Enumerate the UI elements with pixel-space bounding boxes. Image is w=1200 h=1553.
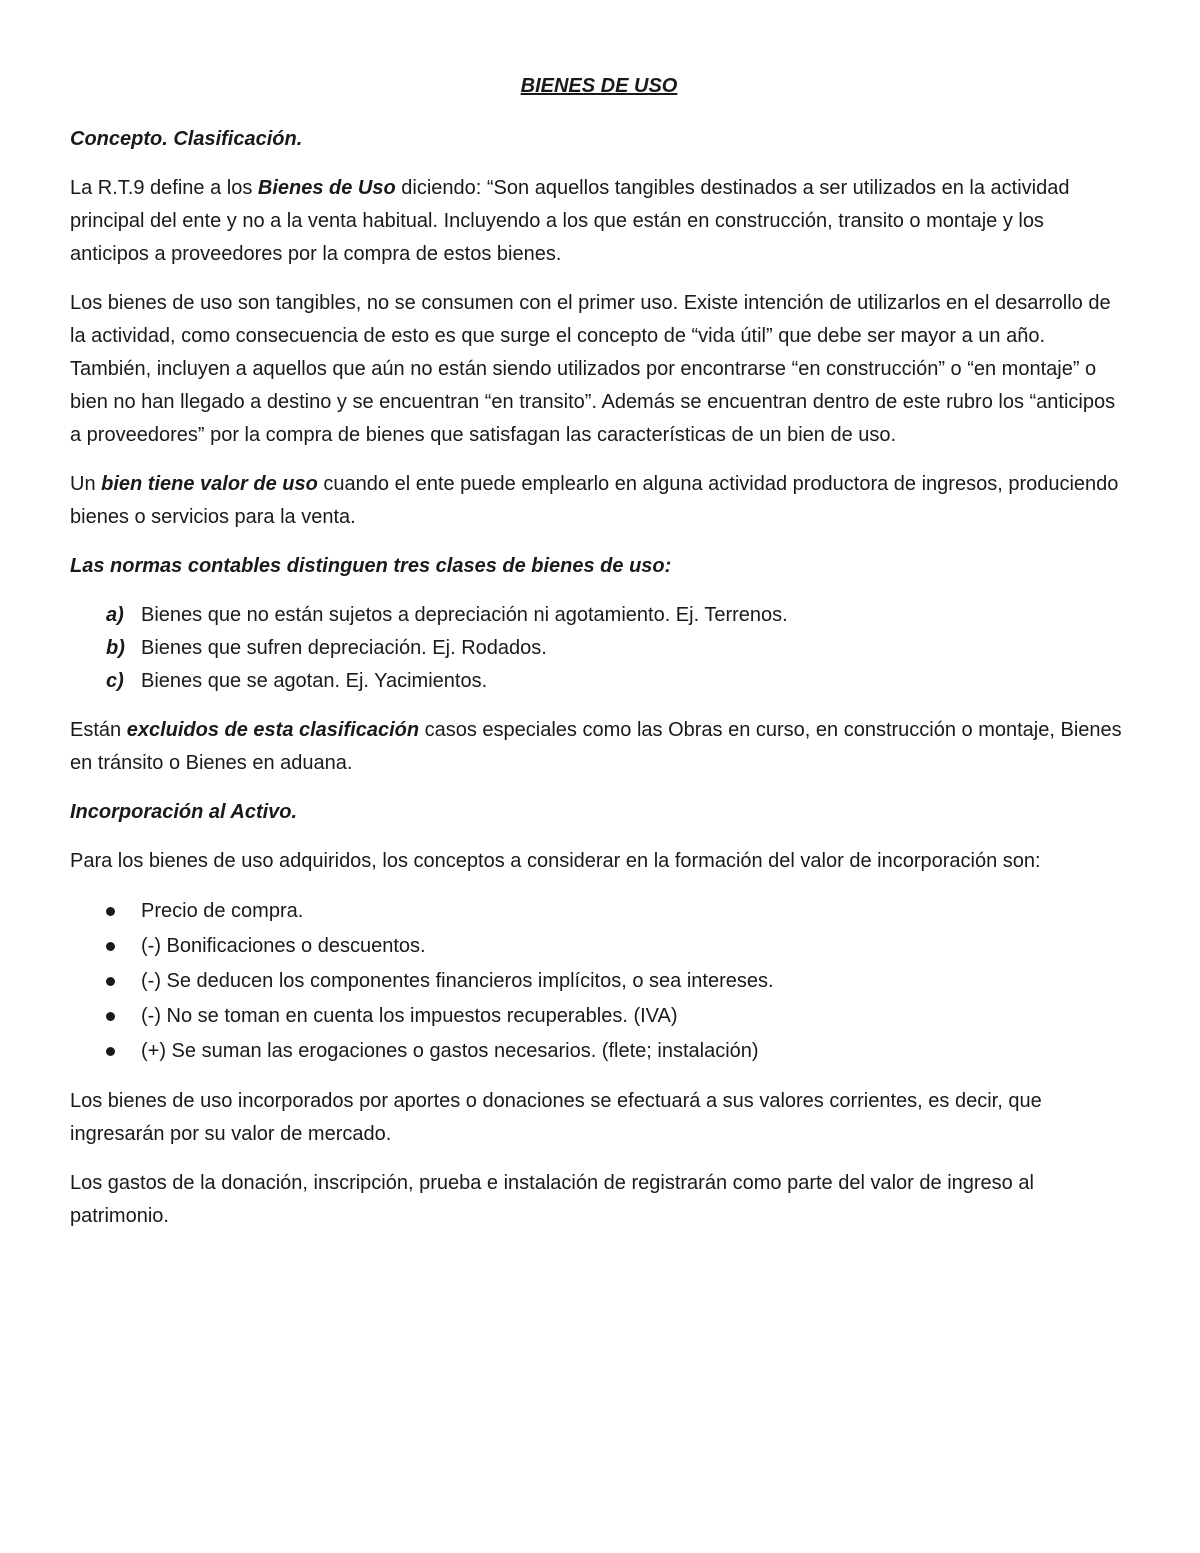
list-item-text: (-) Se deducen los componentes financieros implícitos, o sea intereses. [141,970,774,992]
list-item-text: Bienes que se agotan. Ej. Yacimientos. [141,670,488,692]
list-item [106,599,1128,632]
list-item [106,999,1128,1034]
paragraph-valor-de-uso-text-a: Un [70,473,102,495]
clases-list [70,599,1128,698]
paragraph-adquiridos: Para los bienes de uso adquiridos, los conceptos a considerar en la formación del valor de incorporación son: [70,850,1041,872]
bullet-icon [106,907,115,916]
paragraph-excluidos-text-c: casos especiales como las Obras en curso, en construcción o montaje, Bienes en tránsito o Bienes en aduana. [70,719,1122,774]
paragraph-valor-de-uso [70,468,1128,534]
paragraph-definicion [70,172,1128,271]
list-marker: a) [106,604,124,626]
bullet-icon [106,977,115,986]
paragraph-tangibles: Los bienes de uso son tangibles, no se consumen con el primer uso. Existe intención de utilizarlos en el desarrollo de la actividad, como consecuencia de esto es que surge el concepto de “vida útil” que debe ser mayor a un año. También, incluyen a aquellos que aún no están siendo utilizados por encontrarse “en construcción” o “en montaje” o bien no han llegado a destino y se encuentran “en transito”. Además se encuentran dentro de este rubro los “anticipos a proveedores” por la compra de bienes que satisfagan las características de un bien de uso. [70,292,1116,446]
paragraph-excluidos-text-a: Están [70,719,127,741]
paragraph-definicion-text-c: diciendo: “Son aquellos tangibles destinados a ser utilizados en la actividad principal del ente y no a la venta habitual. Incluyendo a los que están en construcción, transito o montaje y los anticipos a proveedores por la compra de estos bienes. [70,177,1070,265]
list-marker: c) [106,670,124,692]
list-item [106,632,1128,665]
paragraph-definicion-emphasis: Bienes de Uso [257,177,396,199]
list-item-text: Precio de compra. [141,900,304,922]
list-item-text: (+) Se suman las erogaciones o gastos necesarios. (flete; instalación) [141,1040,759,1062]
list-item-text: Bienes que no están sujetos a depreciación ni agotamiento. Ej. Terrenos. [141,604,788,626]
list-item-text: (-) Bonificaciones o descuentos. [141,935,426,957]
paragraph-aportes: Los bienes de uso incorporados por aportes o donaciones se efectuará a sus valores corrientes, es decir, que ingresarán por su valor de mercado. [70,1090,1042,1145]
conceptos-list [70,894,1128,1069]
paragraph-gastos: Los gastos de la donación, inscripción, prueba e instalación de registrarán como parte del valor de ingreso al patrimonio. [70,1172,1034,1227]
paragraph-definicion-text-a: La R.T.9 define a los [70,177,258,199]
list-item [106,665,1128,698]
list-item [106,929,1128,964]
list-item [106,964,1128,999]
list-item [106,894,1128,929]
heading-incorporacion: Incorporación al Activo. [70,801,298,823]
paragraph-valor-de-uso-emphasis: bien tiene valor de uso [101,473,318,495]
list-item-text: (-) No se toman en cuenta los impuestos recuperables. (IVA) [141,1005,678,1027]
list-item [106,1034,1128,1069]
list-item-text: Bienes que sufren depreciación. Ej. Rodados. [141,637,547,659]
list-marker: b) [106,637,125,659]
heading-normas: Las normas contables distinguen tres clases de bienes de uso: [70,555,672,577]
heading-concepto: Concepto. Clasificación. [70,128,303,150]
paragraph-excluidos-emphasis: excluidos de esta clasificación [126,719,420,741]
paragraph-valor-de-uso-text-c: cuando el ente puede emplearlo en alguna actividad productora de ingresos, produciendo bienes o servicios para la venta. [70,473,1119,528]
paragraph-excluidos [70,714,1128,780]
bullet-icon [106,942,115,951]
bullet-icon [106,1012,115,1021]
bullet-icon [106,1047,115,1056]
document-title: BIENES DE USO [520,75,678,97]
